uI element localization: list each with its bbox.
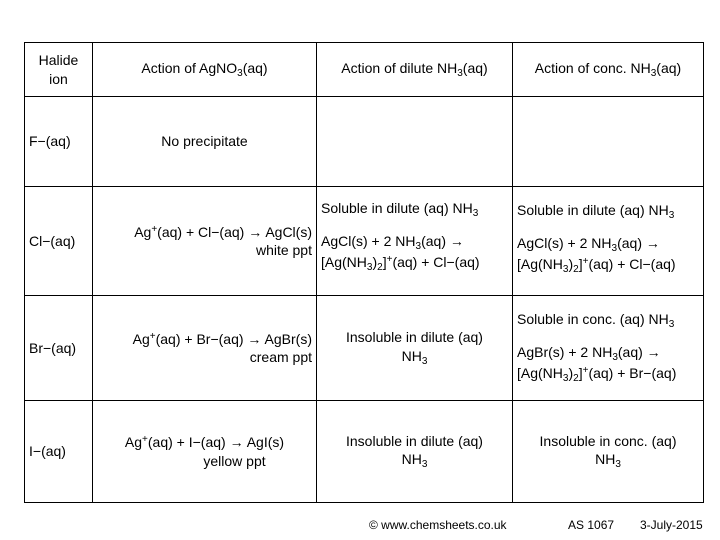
iodide-conc: Insoluble in conc. (aq) $NH_3$ [513,401,704,503]
table-row [25,187,704,296]
chloride-dilute-eq1: AgCl(s) + 2 $NH_3(aq)$ → [321,233,464,252]
ion-iodide: I−(aq) [25,401,93,503]
footer-date: 3-July-2015 [640,518,703,532]
iodide-dilute: Insoluble in dilute (aq) $NH_3$ [317,401,513,503]
chloride-conc-eq2: $[Ag(NH_3)_2]^+(aq) + Cl-(aq)$ [517,256,676,275]
chloride-precipitate: white ppt [255,242,312,258]
chloride-dilute-title: Soluble in dilute (aq) $NH_3$ [321,200,479,219]
bromide-precipitate: cream ppt [249,349,312,365]
iodide-equation: Ag+(aq) + I−(aq) → AgI(s) [124,434,285,451]
chloride-dilute-eq2: $[Ag(NH_3)_2]^+(aq) + Cl-(aq)$ [321,254,480,273]
halide-reactions-table [24,42,704,503]
bromide-conc-title: Soluble in conc. (aq) $NH_3$ [517,311,675,330]
ion-chloride: Cl−(aq) [25,187,93,296]
bromide-conc-eq2: $[Ag(NH_3)_2]^+(aq) + Br-(aq)$ [517,365,677,384]
fluoride-conc [513,97,704,187]
bromide-dilute: Insoluble in dilute (aq) $NH_3$ [317,296,513,401]
fluoride-agno3: No precipitate [93,97,317,187]
bromide-agno3 [93,296,317,401]
iodide-precipitate: yellow ppt [203,452,266,469]
header-conc-nh3: Action of conc. $NH_3(aq)$ [513,43,704,97]
table-row [25,296,704,401]
header-agno3: Action of AgNO$_3$(aq) [93,43,317,97]
chloride-conc-eq1: AgCl(s) + 2 $NH_3(aq)$ → [517,235,660,254]
iodide-agno3 [93,401,317,503]
footer-code: AS 1067 [568,518,615,532]
bromide-equation: Ag+(aq) + Br−(aq) → AgBr(s) [132,330,312,347]
header-dilute-nh3: Action of dilute $NH_3(aq)$ [317,43,513,97]
chloride-agno3 [93,187,317,296]
header-row [25,43,704,97]
fluoride-dilute [317,97,513,187]
chloride-conc-title: Soluble in dilute (aq) $NH_3$ [517,202,675,221]
footer-site: © www.chemsheets.co.uk [369,518,507,532]
ion-bromide: Br−(aq) [25,296,93,401]
table-row [25,97,704,187]
chloride-conc [513,187,704,296]
table-row [25,401,704,503]
header-halide-ion: Halide ion [25,43,93,97]
chloride-equation: Ag+(aq) + Cl−(aq) → AgCl(s) [134,223,312,240]
bromide-conc [513,296,704,401]
chloride-dilute [317,187,513,296]
bromide-conc-eq1: AgBr(s) + 2 $NH_3(aq)$ → [517,344,661,363]
ion-fluoride: F−(aq) [25,97,93,187]
